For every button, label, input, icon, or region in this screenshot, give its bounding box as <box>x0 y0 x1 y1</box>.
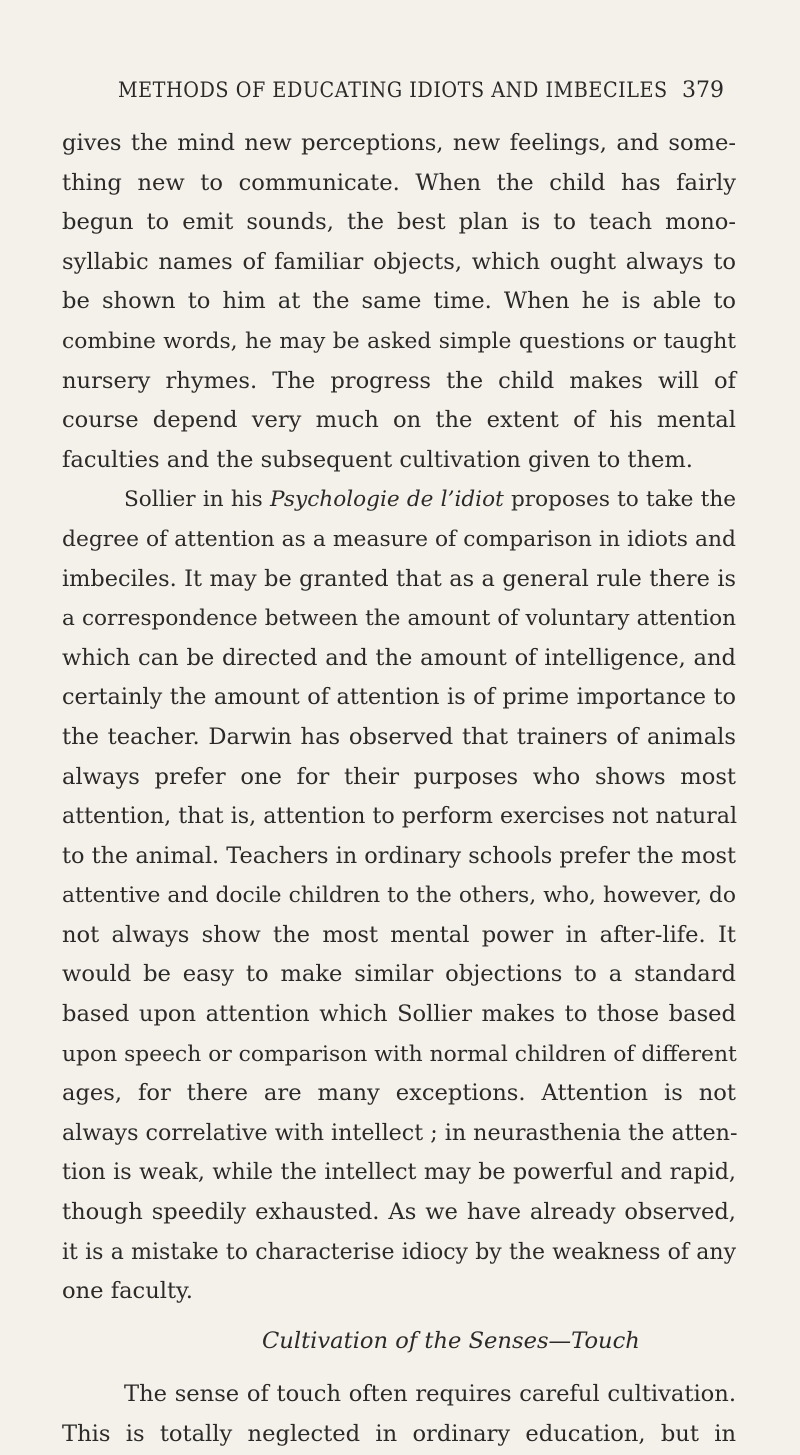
text-line: which can be directed and the amount of intelligence, and <box>62 644 736 671</box>
text-line: thing new to communicate. When the child has fairly <box>62 169 736 196</box>
text-line: a correspondence between the amount of voluntary attention <box>62 606 736 632</box>
text-line: though speedily exhausted. As we have already observed, <box>62 1199 736 1226</box>
text-line: the teacher. Darwin has observed that trainers of animals <box>62 723 736 750</box>
text-line: one faculty. <box>62 1278 193 1305</box>
text-line: attentive and docile children to the others, who, however, do <box>62 883 736 909</box>
text-line: it is a mistake to characterise idiocy by the weakness of any <box>62 1239 736 1265</box>
text-line: course depend very much on the extent of his mental <box>62 407 736 434</box>
text-line: would be easy to make similar objections to a standard <box>62 961 736 988</box>
text-line: This is totally neglected in ordinary education, but in <box>62 1421 736 1447</box>
text-line: be shown to him at the same time. When he is able to <box>62 288 736 315</box>
text-line: faculties and the subsequent cultivation given to them. <box>62 446 693 473</box>
page-number: 379 <box>682 78 724 103</box>
text-fragment: Sollier in his <box>124 487 270 513</box>
text-line: based upon attention which Sollier makes to those based <box>62 1001 736 1028</box>
text-line: degree of attention as a measure of comparison in idiots and <box>62 526 736 552</box>
running-title: METHODS OF EDUCATING IDIOTS AND IMBECILES <box>118 78 668 102</box>
running-head <box>118 78 724 108</box>
paragraph-first-line <box>62 480 736 520</box>
text-line: attention, that is, attention to perform exercises not natural <box>62 803 738 830</box>
text-line: upon speech or comparison with normal children of different <box>62 1041 737 1067</box>
text-line: begun to emit sounds, the best plan is to teach mono- <box>62 209 736 236</box>
text-line: always prefer one for their purposes who shows most <box>62 763 736 790</box>
text-line: nursery rhymes. The progress the child makes will of <box>62 367 736 394</box>
text-line: always correlative with intellect ; in neurasthenia the atten- <box>62 1119 738 1146</box>
text-line: imbeciles. It may be granted that as a general rule there is <box>62 565 736 592</box>
text-line: The sense of touch often requires careful cultivation. <box>124 1381 736 1408</box>
text-fragment: proposes to take the <box>503 487 737 513</box>
text-line: ages, for there are many exceptions. Attention is not <box>62 1080 736 1107</box>
text-line: certainly the amount of attention is of prime importance to <box>62 684 736 711</box>
text-line: tion is weak, while the intellect may be powerful and rapid, <box>62 1159 736 1186</box>
book-title: Psychologie de l’idiot <box>269 487 504 513</box>
text-line: syllabic names of familiar objects, which ought always to <box>62 248 736 275</box>
text-line: not always show the most mental power in after-life. It <box>62 921 736 948</box>
text-line: combine words, he may be asked simple questions or taught <box>62 328 736 354</box>
text-line: gives the mind new perceptions, new feelings, and some- <box>62 130 736 156</box>
section-heading: Cultivation of the Senses—Touch <box>262 1327 640 1354</box>
body-text <box>62 124 736 1455</box>
text-line: to the animal. Teachers in ordinary schools prefer the most <box>62 842 737 869</box>
